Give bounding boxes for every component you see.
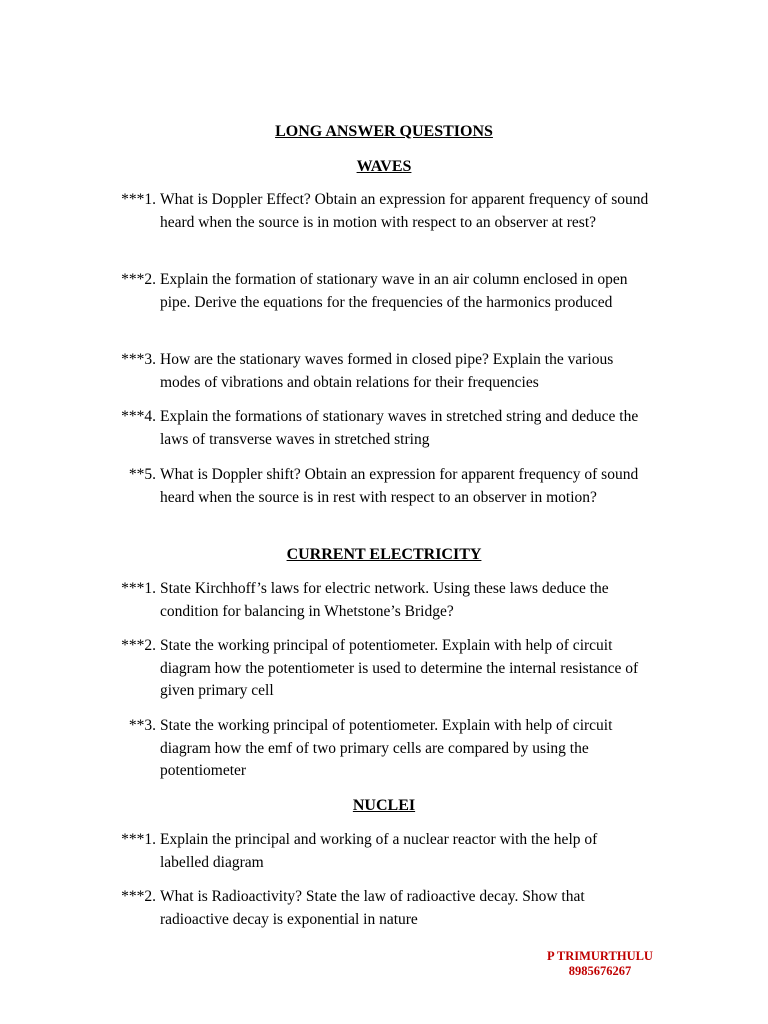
question-number: ***2.: [121, 271, 156, 288]
question-number: ***3.: [121, 351, 156, 368]
question-text: What is Doppler Effect? Obtain an expression for apparent frequency of sound heard when the source is in motion with respect to an observer at rest?: [160, 191, 649, 231]
section-heading-waves: WAVES: [356, 158, 412, 175]
question-number: ***4.: [121, 408, 156, 425]
question-number: **5.: [128, 466, 156, 483]
question-text: What is Radioactivity? State the law of radioactive decay. Show that radioactive decay is exponential in nature: [160, 888, 585, 928]
question-text: State Kirchhoff’s laws for electric network. Using these laws deduce the condition for balancing in Whetstone’s Bridge?: [160, 580, 609, 620]
question-text: What is Doppler shift? Obtain an expression for apparent frequency of sound heard when the source is in rest with respect to an observer in motion?: [160, 466, 639, 506]
author-phone: 8985676267: [568, 964, 632, 978]
question-text: State the working principal of potentiometer. Explain with help of circuit diagram how the potentiometer is used to determine the internal resistance of given primary cell: [160, 637, 639, 700]
question-number: ***1.: [121, 580, 156, 597]
question-text: Explain the formations of stationary waves in stretched string and deduce the laws of transverse waves in stretched string: [160, 408, 639, 448]
question-number: ***2.: [121, 637, 156, 654]
question-text: Explain the principal and working of a nuclear reactor with the help of labelled diagram: [160, 831, 598, 871]
question-text: State the working principal of potentiometer. Explain with help of circuit diagram how the emf of two primary cells are compared by using the potentiometer: [160, 717, 613, 780]
question-number: ***1.: [121, 191, 156, 208]
question-text: Explain the formation of stationary wave in an air column enclosed in open pipe. Derive the equations for the frequencies of the harmonics produced: [160, 271, 628, 311]
page-title: LONG ANSWER QUESTIONS: [275, 123, 493, 140]
question-number: ***2.: [121, 888, 156, 905]
question-number: ***1.: [121, 831, 156, 848]
section-heading-current-electricity: CURRENT ELECTRICITY: [286, 546, 482, 563]
section-heading-nuclei: NUCLEI: [352, 797, 416, 814]
author-name: P TRIMURTHULU: [547, 949, 653, 963]
author-credit: [520, 949, 680, 979]
question-number: **3.: [128, 717, 156, 734]
question-text: How are the stationary waves formed in closed pipe? Explain the various modes of vibrations and obtain relations for their frequencies: [160, 351, 614, 391]
